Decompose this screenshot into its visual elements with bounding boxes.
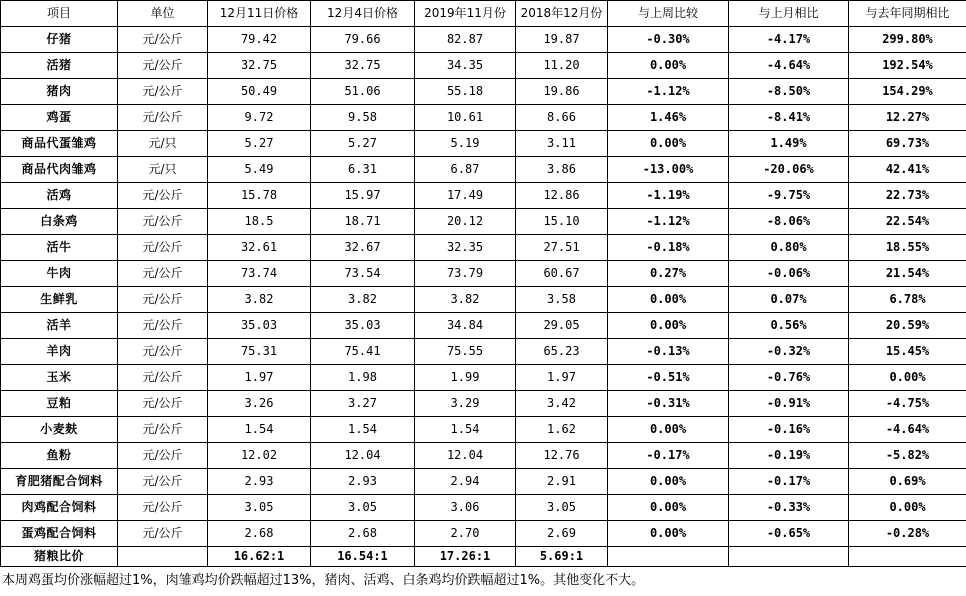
price-2018-12-cell: 19.86 <box>516 79 608 105</box>
price-2018-12-cell: 27.51 <box>516 235 608 261</box>
item-cell: 活猪 <box>1 53 118 79</box>
unit-cell: 元/公斤 <box>118 313 208 339</box>
price-dec4-cell: 18.71 <box>311 209 415 235</box>
yoy-change-cell: 12.27% <box>849 105 966 131</box>
price-dec4-cell: 15.97 <box>311 183 415 209</box>
mom-change-cell: -0.06% <box>729 261 849 287</box>
unit-cell: 元/公斤 <box>118 365 208 391</box>
unit-cell: 元/只 <box>118 157 208 183</box>
price-dec11-cell: 1.97 <box>208 365 311 391</box>
price-2019-11-cell: 82.87 <box>415 27 516 53</box>
price-dec4-cell: 79.66 <box>311 27 415 53</box>
price-2019-11-cell: 34.35 <box>415 53 516 79</box>
price-2018-12-cell: 29.05 <box>516 313 608 339</box>
price-dec4-cell: 2.68 <box>311 521 415 547</box>
mom-change-cell: -0.16% <box>729 417 849 443</box>
item-cell: 活羊 <box>1 313 118 339</box>
table-row <box>1 235 966 261</box>
table-row <box>1 521 966 547</box>
item-cell: 肉鸡配合饲料 <box>1 495 118 521</box>
yoy-change-cell: -0.28% <box>849 521 966 547</box>
unit-cell: 元/公斤 <box>118 287 208 313</box>
table-row <box>1 417 966 443</box>
wow-change-cell: 0.00% <box>608 53 729 79</box>
item-cell: 活牛 <box>1 235 118 261</box>
mom-change-cell: -4.64% <box>729 53 849 79</box>
item-cell: 羊肉 <box>1 339 118 365</box>
yoy-change-cell: -4.64% <box>849 417 966 443</box>
unit-cell: 元/公斤 <box>118 391 208 417</box>
price-2018-12-cell: 3.05 <box>516 495 608 521</box>
price-2019-11-cell: 3.29 <box>415 391 516 417</box>
price-dec11-cell: 5.27 <box>208 131 311 157</box>
mom-change-cell: -9.75% <box>729 183 849 209</box>
price-2019-11-cell: 20.12 <box>415 209 516 235</box>
wow-change-cell: -0.18% <box>608 235 729 261</box>
col-header-price-2019-11: 2019年11月份 <box>415 1 516 27</box>
price-2018-12-cell: 3.86 <box>516 157 608 183</box>
mom-change-cell: -20.06% <box>729 157 849 183</box>
table-row <box>1 313 966 339</box>
price-2018-12-cell: 8.66 <box>516 105 608 131</box>
price-2019-11-cell: 32.35 <box>415 235 516 261</box>
ratio-value-dec11: 16.62:1 <box>208 547 311 567</box>
price-2019-11-cell: 1.54 <box>415 417 516 443</box>
hog-grain-ratio-row <box>1 547 966 567</box>
wow-change-cell: 0.00% <box>608 495 729 521</box>
price-dec4-cell: 6.31 <box>311 157 415 183</box>
ratio-value-2019-11: 17.26:1 <box>415 547 516 567</box>
price-dec4-cell: 2.93 <box>311 469 415 495</box>
price-2018-12-cell: 3.11 <box>516 131 608 157</box>
mom-change-cell: -8.06% <box>729 209 849 235</box>
unit-cell: 元/公斤 <box>118 469 208 495</box>
wow-change-cell: 0.27% <box>608 261 729 287</box>
table-row <box>1 209 966 235</box>
yoy-change-cell: 18.55% <box>849 235 966 261</box>
wow-change-cell: 0.00% <box>608 521 729 547</box>
table-row <box>1 261 966 287</box>
wow-change-cell: -1.12% <box>608 79 729 105</box>
item-cell: 小麦麸 <box>1 417 118 443</box>
price-dec11-cell: 32.61 <box>208 235 311 261</box>
price-2019-11-cell: 2.94 <box>415 469 516 495</box>
yoy-change-cell: 20.59% <box>849 313 966 339</box>
item-cell: 活鸡 <box>1 183 118 209</box>
mom-change-cell: -0.65% <box>729 521 849 547</box>
mom-change-cell: -0.32% <box>729 339 849 365</box>
table-row <box>1 53 966 79</box>
item-cell: 生鲜乳 <box>1 287 118 313</box>
item-cell: 商品代蛋雏鸡 <box>1 131 118 157</box>
table-row <box>1 79 966 105</box>
mom-change-cell: 1.49% <box>729 131 849 157</box>
table-body <box>1 27 966 547</box>
mom-change-cell: -0.91% <box>729 391 849 417</box>
yoy-change-cell: 69.73% <box>849 131 966 157</box>
price-2018-12-cell: 15.10 <box>516 209 608 235</box>
col-header-wow: 与上周比较 <box>608 1 729 27</box>
price-dec11-cell: 2.93 <box>208 469 311 495</box>
item-cell: 玉米 <box>1 365 118 391</box>
price-2018-12-cell: 1.97 <box>516 365 608 391</box>
price-dec4-cell: 32.67 <box>311 235 415 261</box>
mom-change-cell: -0.33% <box>729 495 849 521</box>
price-dec4-cell: 5.27 <box>311 131 415 157</box>
unit-cell: 元/公斤 <box>118 261 208 287</box>
yoy-change-cell: 42.41% <box>849 157 966 183</box>
yoy-change-cell: 154.29% <box>849 79 966 105</box>
mom-change-cell: 0.80% <box>729 235 849 261</box>
price-dec11-cell: 18.5 <box>208 209 311 235</box>
summary-note: 本周鸡蛋均价涨幅超过1%，肉雏鸡均价跌幅超过13%，猪肉、活鸡、白条鸡均价跌幅超过1%。其他变化不大。 <box>2 573 645 588</box>
price-2018-12-cell: 12.86 <box>516 183 608 209</box>
ratio-empty-yoy <box>849 547 966 567</box>
price-2019-11-cell: 3.06 <box>415 495 516 521</box>
price-dec4-cell: 3.27 <box>311 391 415 417</box>
table-row <box>1 365 966 391</box>
table-row <box>1 27 966 53</box>
price-2019-11-cell: 3.82 <box>415 287 516 313</box>
price-dec4-cell: 3.05 <box>311 495 415 521</box>
yoy-change-cell: 299.80% <box>849 27 966 53</box>
item-cell: 鸡蛋 <box>1 105 118 131</box>
wow-change-cell: -0.17% <box>608 443 729 469</box>
unit-cell: 元/公斤 <box>118 443 208 469</box>
price-dec11-cell: 32.75 <box>208 53 311 79</box>
yoy-change-cell: 22.73% <box>849 183 966 209</box>
wow-change-cell: -0.30% <box>608 27 729 53</box>
ratio-value-2018-12: 5.69:1 <box>516 547 608 567</box>
item-cell: 鱼粉 <box>1 443 118 469</box>
unit-cell: 元/只 <box>118 131 208 157</box>
mom-change-cell: 0.07% <box>729 287 849 313</box>
price-2018-12-cell: 19.87 <box>516 27 608 53</box>
price-2019-11-cell: 17.49 <box>415 183 516 209</box>
price-2018-12-cell: 2.91 <box>516 469 608 495</box>
item-cell: 猪肉 <box>1 79 118 105</box>
price-dec11-cell: 12.02 <box>208 443 311 469</box>
price-dec11-cell: 15.78 <box>208 183 311 209</box>
unit-cell: 元/公斤 <box>118 79 208 105</box>
price-2018-12-cell: 65.23 <box>516 339 608 365</box>
table-row <box>1 105 966 131</box>
price-dec11-cell: 35.03 <box>208 313 311 339</box>
price-dec4-cell: 3.82 <box>311 287 415 313</box>
item-cell: 育肥猪配合饲料 <box>1 469 118 495</box>
unit-cell: 元/公斤 <box>118 495 208 521</box>
price-2019-11-cell: 6.87 <box>415 157 516 183</box>
mom-change-cell: -0.19% <box>729 443 849 469</box>
unit-cell: 元/公斤 <box>118 417 208 443</box>
header-row <box>1 1 966 27</box>
item-cell: 豆粕 <box>1 391 118 417</box>
wow-change-cell: -13.00% <box>608 157 729 183</box>
unit-cell: 元/公斤 <box>118 105 208 131</box>
col-header-price-dec11: 12月11日价格 <box>208 1 311 27</box>
price-dec4-cell: 73.54 <box>311 261 415 287</box>
col-header-unit: 单位 <box>118 1 208 27</box>
price-2018-12-cell: 12.76 <box>516 443 608 469</box>
yoy-change-cell: -5.82% <box>849 443 966 469</box>
price-2018-12-cell: 1.62 <box>516 417 608 443</box>
mom-change-cell: -0.76% <box>729 365 849 391</box>
item-cell: 蛋鸡配合饲料 <box>1 521 118 547</box>
price-2019-11-cell: 12.04 <box>415 443 516 469</box>
price-2018-12-cell: 2.69 <box>516 521 608 547</box>
ratio-unit-cell <box>118 547 208 567</box>
unit-cell: 元/公斤 <box>118 183 208 209</box>
item-cell: 牛肉 <box>1 261 118 287</box>
table-row <box>1 157 966 183</box>
table-row <box>1 287 966 313</box>
price-2018-12-cell: 3.42 <box>516 391 608 417</box>
price-dec11-cell: 3.82 <box>208 287 311 313</box>
price-dec11-cell: 50.49 <box>208 79 311 105</box>
mom-change-cell: -4.17% <box>729 27 849 53</box>
price-dec4-cell: 9.58 <box>311 105 415 131</box>
price-2019-11-cell: 1.99 <box>415 365 516 391</box>
unit-cell: 元/公斤 <box>118 209 208 235</box>
price-dec4-cell: 32.75 <box>311 53 415 79</box>
mom-change-cell: -8.41% <box>729 105 849 131</box>
unit-cell: 元/公斤 <box>118 27 208 53</box>
price-dec11-cell: 2.68 <box>208 521 311 547</box>
price-dec11-cell: 5.49 <box>208 157 311 183</box>
yoy-change-cell: 0.00% <box>849 365 966 391</box>
yoy-change-cell: 0.00% <box>849 495 966 521</box>
table-row <box>1 443 966 469</box>
price-dec4-cell: 35.03 <box>311 313 415 339</box>
table-row <box>1 339 966 365</box>
mom-change-cell: -0.17% <box>729 469 849 495</box>
ratio-value-dec4: 16.54:1 <box>311 547 415 567</box>
price-dec4-cell: 1.54 <box>311 417 415 443</box>
price-2019-11-cell: 75.55 <box>415 339 516 365</box>
wow-change-cell: 0.00% <box>608 131 729 157</box>
price-dec11-cell: 9.72 <box>208 105 311 131</box>
price-dec4-cell: 75.41 <box>311 339 415 365</box>
col-header-yoy: 与去年同期相比 <box>849 1 966 27</box>
price-2018-12-cell: 3.58 <box>516 287 608 313</box>
wow-change-cell: 0.00% <box>608 313 729 339</box>
mom-change-cell: 0.56% <box>729 313 849 339</box>
ratio-empty-mom <box>729 547 849 567</box>
price-dec11-cell: 75.31 <box>208 339 311 365</box>
table-row <box>1 495 966 521</box>
unit-cell: 元/公斤 <box>118 53 208 79</box>
table-row <box>1 131 966 157</box>
price-dec4-cell: 1.98 <box>311 365 415 391</box>
table-row <box>1 391 966 417</box>
yoy-change-cell: 6.78% <box>849 287 966 313</box>
yoy-change-cell: 0.69% <box>849 469 966 495</box>
price-2019-11-cell: 34.84 <box>415 313 516 339</box>
item-cell: 白条鸡 <box>1 209 118 235</box>
price-2018-12-cell: 11.20 <box>516 53 608 79</box>
unit-cell: 元/公斤 <box>118 235 208 261</box>
unit-cell: 元/公斤 <box>118 339 208 365</box>
col-header-mom: 与上月相比 <box>729 1 849 27</box>
wow-change-cell: 0.00% <box>608 287 729 313</box>
table-row <box>1 469 966 495</box>
price-dec11-cell: 3.05 <box>208 495 311 521</box>
price-2019-11-cell: 55.18 <box>415 79 516 105</box>
item-cell: 仔猪 <box>1 27 118 53</box>
price-dec11-cell: 79.42 <box>208 27 311 53</box>
yoy-change-cell: 192.54% <box>849 53 966 79</box>
price-dec11-cell: 73.74 <box>208 261 311 287</box>
ratio-label: 猪粮比价 <box>1 547 118 567</box>
wow-change-cell: -0.13% <box>608 339 729 365</box>
ratio-empty-wow <box>608 547 729 567</box>
price-2019-11-cell: 5.19 <box>415 131 516 157</box>
col-header-item: 项目 <box>1 1 118 27</box>
yoy-change-cell: 21.54% <box>849 261 966 287</box>
item-cell: 商品代肉雏鸡 <box>1 157 118 183</box>
unit-cell: 元/公斤 <box>118 521 208 547</box>
price-2019-11-cell: 2.70 <box>415 521 516 547</box>
yoy-change-cell: 22.54% <box>849 209 966 235</box>
col-header-price-dec4: 12月4日价格 <box>311 1 415 27</box>
price-2019-11-cell: 73.79 <box>415 261 516 287</box>
yoy-change-cell: -4.75% <box>849 391 966 417</box>
price-2019-11-cell: 10.61 <box>415 105 516 131</box>
wow-change-cell: -1.12% <box>608 209 729 235</box>
yoy-change-cell: 15.45% <box>849 339 966 365</box>
col-header-price-2018-12: 2018年12月份 <box>516 1 608 27</box>
mom-change-cell: -8.50% <box>729 79 849 105</box>
wow-change-cell: -0.31% <box>608 391 729 417</box>
price-dec4-cell: 51.06 <box>311 79 415 105</box>
table-row <box>1 183 966 209</box>
wow-change-cell: -0.51% <box>608 365 729 391</box>
price-dec4-cell: 12.04 <box>311 443 415 469</box>
wow-change-cell: -1.19% <box>608 183 729 209</box>
price-dec11-cell: 3.26 <box>208 391 311 417</box>
wow-change-cell: 0.00% <box>608 417 729 443</box>
wow-change-cell: 0.00% <box>608 469 729 495</box>
wow-change-cell: 1.46% <box>608 105 729 131</box>
price-dec11-cell: 1.54 <box>208 417 311 443</box>
price-2018-12-cell: 60.67 <box>516 261 608 287</box>
